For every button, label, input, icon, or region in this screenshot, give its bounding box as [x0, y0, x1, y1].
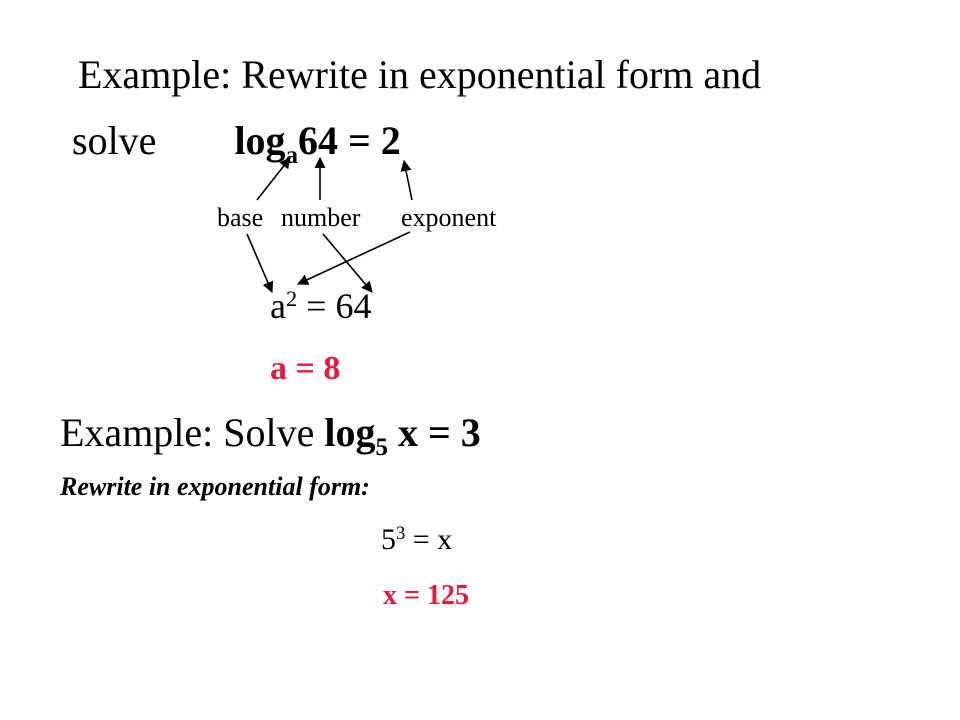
- log-base: 5: [375, 433, 388, 461]
- example1-heading: Example: Rewrite in exponential form and: [78, 52, 762, 97]
- arrow-base-to-exp: [247, 234, 272, 292]
- base-label: base: [217, 203, 264, 232]
- log-rest: x = 3: [387, 410, 481, 455]
- example2-heading-text: Example: Solve: [60, 410, 325, 455]
- exp-base: 5: [381, 523, 396, 556]
- exp-power: 3: [396, 522, 406, 544]
- arrow-number-to-exp: [323, 234, 372, 292]
- number-label: number: [281, 203, 361, 232]
- exp-rest: = x: [405, 523, 453, 556]
- arrow-exponent-to-log: [404, 161, 412, 200]
- solve-word: solve: [72, 118, 157, 163]
- exp-rest: = 64: [297, 286, 372, 326]
- exp-base: a: [270, 286, 286, 326]
- example2-hint: Rewrite in exponential form:: [60, 472, 370, 501]
- arrow-base-to-log: [257, 158, 290, 200]
- log-rest: 64 = 2: [297, 118, 401, 163]
- exponent-label: exponent: [401, 203, 497, 232]
- log-base: a: [285, 141, 298, 169]
- example1-answer: a = 8: [270, 350, 341, 387]
- log-word: log: [234, 118, 286, 163]
- arrow-exponent-to-exp: [298, 232, 410, 284]
- exp-power: 2: [285, 285, 298, 311]
- example2-answer: x = 125: [383, 580, 469, 611]
- log-word: log: [324, 410, 376, 455]
